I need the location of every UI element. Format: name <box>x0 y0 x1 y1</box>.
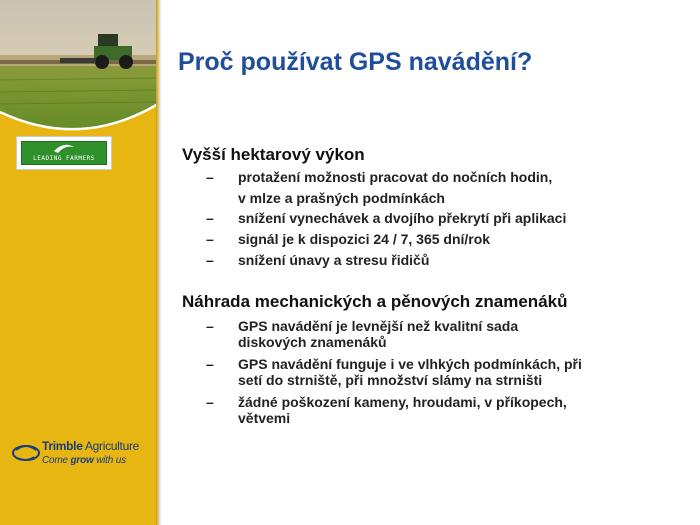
bullet-dash: – <box>206 252 214 268</box>
bullet-text-line: GPS navádění funguje i ve vlhkých podmínkách, při <box>238 356 582 372</box>
bullet-text-line: GPS navádění je levnější než kvalitní sada <box>238 318 519 334</box>
bullet-dash: – <box>206 210 214 226</box>
brand-name: Trimble <box>42 439 83 453</box>
trimble-logo <box>12 436 152 476</box>
bullet-text-line: snížení únavy a stresu řidičů <box>238 252 430 268</box>
swoosh-icon <box>52 143 76 155</box>
slide-title: Proč používat GPS navádění? <box>178 48 533 76</box>
bullet-text-line: signál je k dispozici 24 / 7, 365 dní/rok <box>238 231 491 247</box>
tractor-field-photo <box>0 0 158 140</box>
bullet-text-line: žádné poškození kameny, hroudami, v příkopech, <box>238 394 567 410</box>
sidebar <box>0 0 158 525</box>
leading-farmers-logo <box>16 136 112 170</box>
logo-text: LEADING FARMERS <box>33 155 95 162</box>
tagline-emph: grow <box>70 455 94 466</box>
bullet-dash: – <box>206 394 214 410</box>
bullet-dash: – <box>206 169 214 185</box>
section-heading: Vyšší hektarový výkon <box>182 145 365 164</box>
bullet-text-line: diskových znamenáků <box>238 334 387 350</box>
trimble-globe-icon <box>12 440 40 466</box>
bullet-dash: – <box>206 231 214 247</box>
tagline-suffix: with us <box>93 455 126 466</box>
section-heading: Náhrada mechanických a pěnových znamenáků <box>182 292 568 311</box>
bullet-dash: – <box>206 356 214 372</box>
bullet-text-line: snížení vynechávek a dvojího překrytí při aplikaci <box>238 210 567 226</box>
bullet-text-line: setí do strniště, při množství slámy na strništi <box>238 372 543 388</box>
logo-badge <box>21 141 107 165</box>
sidebar-edge <box>156 0 162 525</box>
bullet-dash: – <box>206 318 214 334</box>
bullet-text-line: v mlze a prašných podmínkách <box>238 190 445 206</box>
bullet-text-line: větvemi <box>238 410 291 426</box>
brand-suffix: Agriculture <box>82 439 140 453</box>
bullet-text-line: protažení možnosti pracovat do nočních hodin, <box>238 169 553 185</box>
tagline-prefix: Come <box>42 455 71 466</box>
